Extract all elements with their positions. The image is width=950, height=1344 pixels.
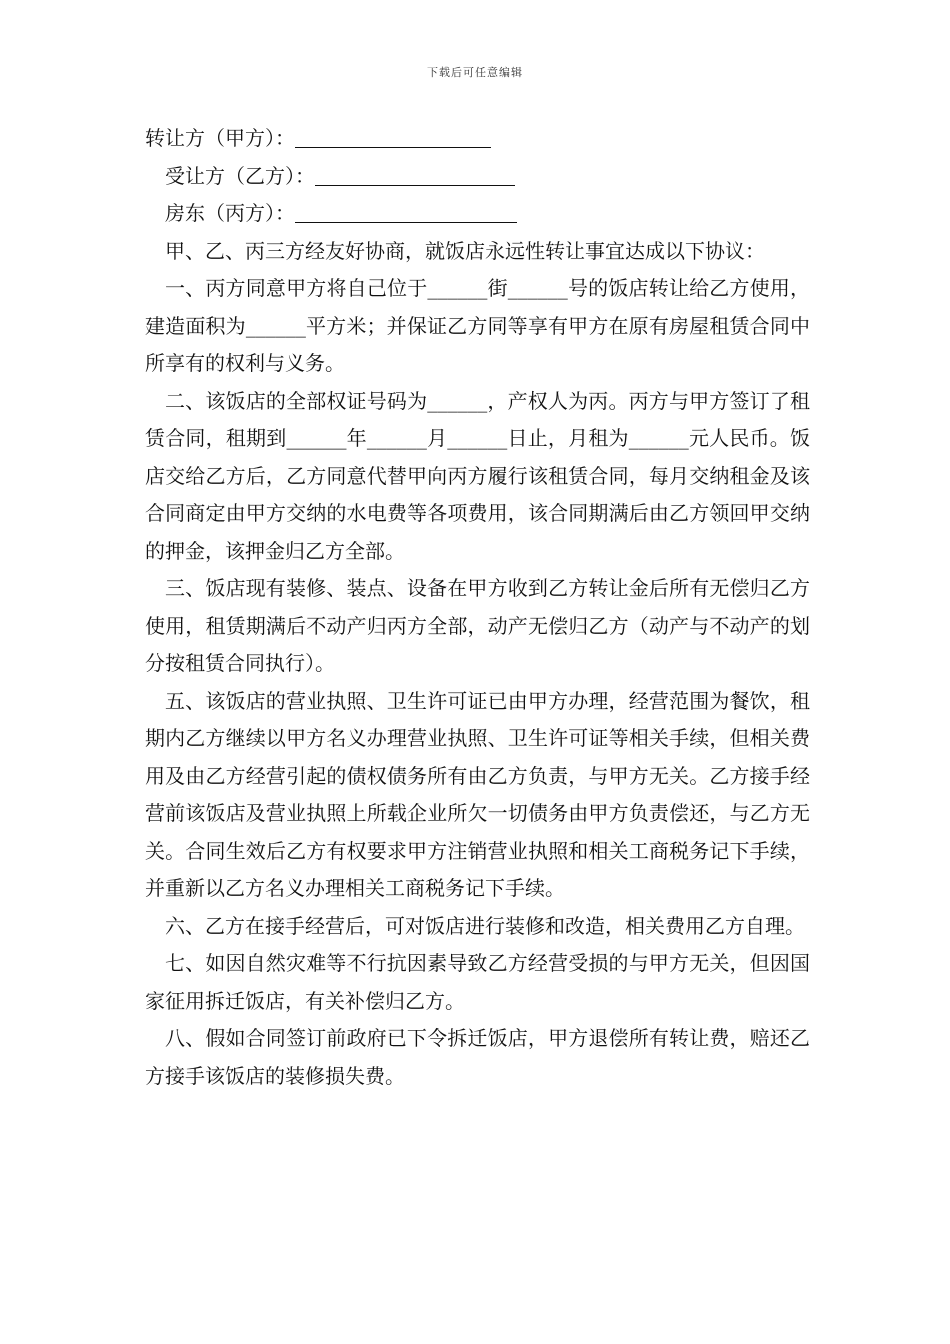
clause-1: 一、丙方同意甲方将自己位于______街______号的饭店转让给乙方使用，建造面积为______平方米；并保证乙方同等享有甲方在原有房屋租赁合同中所享有的权利与义务。 <box>145 276 810 375</box>
landlord-blank <box>295 200 517 223</box>
landlord-label: 房东（丙方）： <box>165 201 295 225</box>
clause-8: 八、假如合同签订前政府已下令拆迁饭店，甲方退偿所有转让费，赔还乙方接手该饭店的装修损失费。 <box>145 1026 810 1088</box>
page-header-note: 下载后可任意编辑 <box>427 66 523 79</box>
transferor-blank <box>295 125 491 148</box>
clause-2: 二、该饭店的全部权证号码为______，产权人为丙。丙方与甲方签订了租赁合同，租期到______年______月______日止，月租为______元人民币。饭店交给乙方后，乙方同意代替甲向丙方履行该租赁合同，每月交纳租金及该合同商定由甲方交纳的水电费等各项费用，该合同期满后由乙方领回甲交纳的押金，该押金归乙方全部。 <box>145 388 810 563</box>
contract-body <box>145 120 810 1095</box>
transferee-blank <box>315 163 515 186</box>
transferor-line <box>145 120 810 158</box>
landlord-line <box>145 195 810 233</box>
clause-5: 五、该饭店的营业执照、卫生许可证已由甲方办理，经营范围为餐饮，租期内乙方继续以甲方名义办理营业执照、卫生许可证等相关手续，但相关费用及由乙方经营引起的债权债务所有由乙方负责，与甲方无关。乙方接手经营前该饭店及营业执照上所载企业所欠一切债务由甲方负责偿还，与乙方无关。合同生效后乙方有权要求甲方注销营业执照和相关工商税务记下手续，并重新以乙方名义办理相关工商税务记下手续。 <box>145 688 810 900</box>
clause-3: 三、饭店现有装修、装点、设备在甲方收到乙方转让金后所有无偿归乙方使用，租赁期满后不动产归丙方全部，动产无偿归乙方（动产与不动产的划分按租赁合同执行）。 <box>145 576 810 675</box>
transferee-label: 受让方（乙方）： <box>165 163 315 188</box>
intro-paragraph: 甲、乙、丙三方经友好协商，就饭店永远性转让事宜达成以下协议： <box>165 238 765 263</box>
transferee-line <box>145 158 810 196</box>
clause-6: 六、乙方在接手经营后，可对饭店进行装修和改造，相关费用乙方自理。 <box>165 913 805 938</box>
transferor-label: 转让方（甲方）： <box>145 126 295 150</box>
clause-7: 七、如因自然灾难等不行抗因素导致乙方经营受损的与甲方无关，但因国家征用拆迁饭店，有关补偿归乙方。 <box>145 951 810 1013</box>
